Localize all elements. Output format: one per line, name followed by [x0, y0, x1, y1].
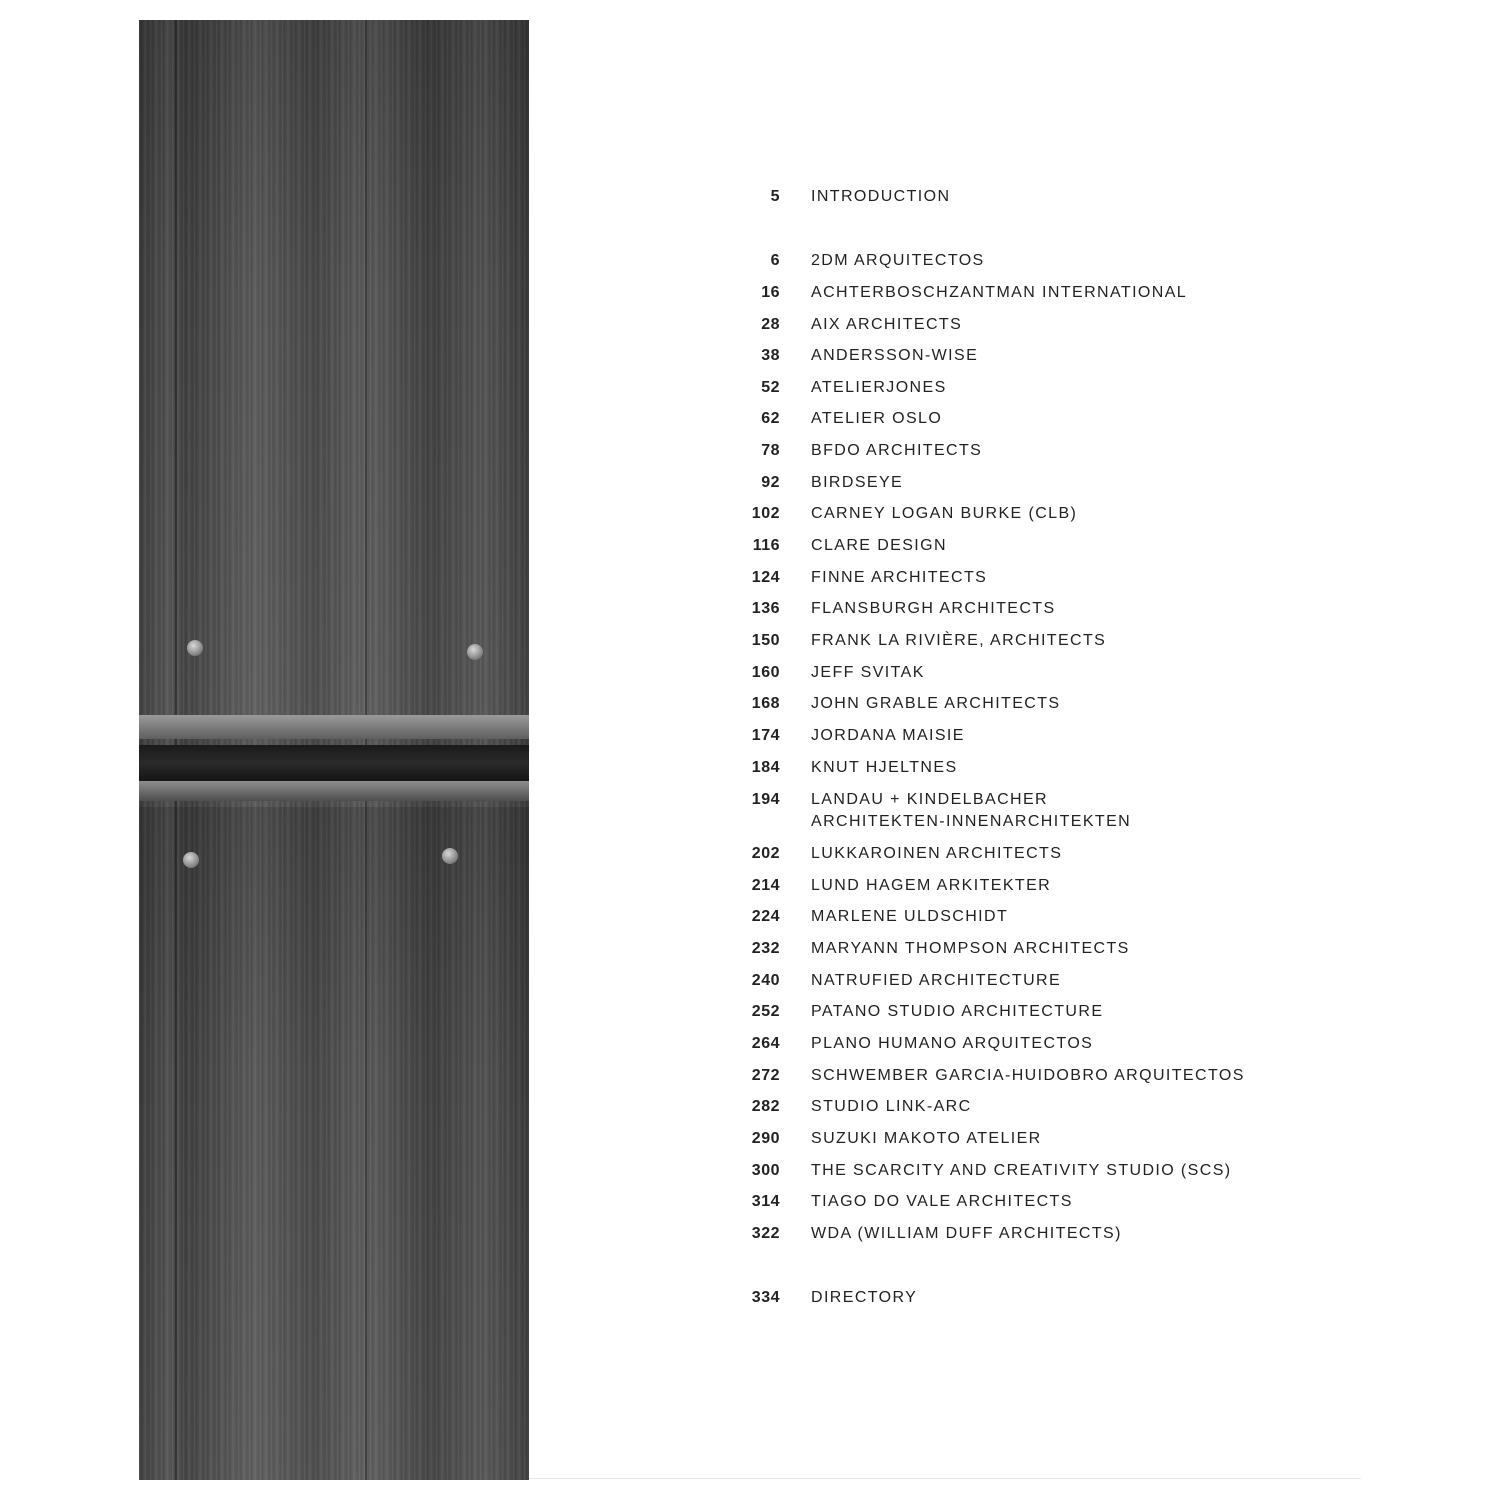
toc-page-number: 214: [751, 877, 780, 894]
toc-entry-title: FINNE ARCHITECTS: [811, 569, 988, 586]
toc-entry: [730, 662, 1290, 684]
toc-entry: [730, 535, 1290, 557]
toc-page-number: 136: [751, 600, 780, 617]
toc-entry-title: DIRECTORY: [811, 1289, 918, 1306]
upper-board-shading: [139, 20, 529, 715]
toc-page-number: 252: [751, 1003, 780, 1020]
toc-page-number: 28: [761, 316, 780, 333]
toc-page-number: 78: [761, 442, 780, 459]
bolt: [187, 640, 203, 656]
metal-rail: [139, 715, 529, 807]
rail-bottom-band: [139, 781, 529, 801]
toc-page-number: 232: [751, 940, 780, 957]
toc-page-number: 62: [761, 410, 780, 427]
toc-entry-title: FRANK LA RIVIÈRE, ARCHITECTS: [811, 632, 1107, 649]
toc-entry-title: 2DM ARQUITECTOS: [811, 252, 985, 269]
lower-board-shading: [139, 807, 529, 1480]
toc-page-number: 38: [761, 347, 780, 364]
toc-page-number: 322: [751, 1225, 780, 1242]
toc-entry-title: STUDIO LINK-ARC: [811, 1098, 972, 1115]
toc-entry-title: INTRODUCTION: [811, 188, 951, 205]
toc-entry: [730, 875, 1290, 897]
toc-entry-title: JOHN GRABLE ARCHITECTS: [811, 695, 1061, 712]
toc-entry: [730, 725, 1290, 747]
toc-entry: [730, 1033, 1290, 1055]
toc-entry-title: CARNEY LOGAN BURKE (CLB): [811, 505, 1078, 522]
bolt: [467, 644, 483, 660]
toc-page-number: 272: [751, 1067, 780, 1084]
toc-page-number: 264: [751, 1035, 780, 1052]
toc-entry: [730, 598, 1290, 620]
toc-entry: [730, 1065, 1290, 1087]
toc-page-number: 92: [761, 474, 780, 491]
toc-page-number: 6: [770, 252, 780, 269]
toc-entry-title: ACHTERBOSCHZANTMAN INTERNATIONAL: [811, 284, 1188, 301]
toc-page-number: 224: [751, 908, 780, 925]
toc-entry-title: JORDANA MAISIE: [811, 727, 965, 744]
toc-entry: [730, 938, 1290, 960]
toc-page-number: 150: [751, 632, 780, 649]
rail-dark-band: [139, 745, 529, 781]
toc-entry: [730, 314, 1290, 336]
toc-entry-title: THE SCARCITY AND CREATIVITY STUDIO (SCS): [811, 1162, 1232, 1179]
toc-entry: [730, 789, 1290, 833]
toc-entry-title: LUKKAROINEN ARCHITECTS: [811, 845, 1063, 862]
toc-page-number: 314: [751, 1193, 780, 1210]
toc-entry: [730, 345, 1290, 367]
toc-page-number: 5: [770, 188, 780, 205]
toc-entry: [730, 472, 1290, 494]
toc-entry: [730, 1096, 1290, 1118]
toc-entry-title: MARLENE ULDSCHIDT: [811, 908, 1009, 925]
toc-page-number: 116: [752, 537, 780, 554]
toc-page-number: 202: [751, 845, 780, 862]
toc-entry-title: BFDO ARCHITECTS: [811, 442, 983, 459]
toc-entry: [730, 377, 1290, 399]
bolt: [183, 852, 199, 868]
toc-entry-title: LUND HAGEM ARKITEKTER: [811, 877, 1052, 894]
bolt: [442, 848, 458, 864]
toc-entry: [730, 567, 1290, 589]
toc-entry-title: FLANSBURGH ARCHITECTS: [811, 600, 1056, 617]
toc-page-number: 52: [761, 379, 780, 396]
toc-entry-title: CLARE DESIGN: [811, 537, 947, 554]
toc-entry-title: PLANO HUMANO ARQUITECTOS: [811, 1035, 1094, 1052]
toc-page-number: 168: [751, 695, 780, 712]
toc-entry: [730, 970, 1290, 992]
toc-page-number: 124: [751, 569, 780, 586]
toc-page-number: 102: [751, 505, 780, 522]
toc-entry: [730, 1223, 1290, 1245]
toc-entry-title: SCHWEMBER GARCIA-HUIDOBRO ARQUITECTOS: [811, 1067, 1245, 1084]
toc-entry-title: SUZUKI MAKOTO ATELIER: [811, 1130, 1042, 1147]
toc-entry: [730, 906, 1290, 928]
toc-entry: [730, 693, 1290, 715]
rail-top-band: [139, 715, 529, 739]
wood-cladding-photo: [139, 20, 529, 1480]
toc-entry: [730, 408, 1290, 430]
toc-entry-title: ATELIERJONES: [811, 379, 947, 396]
toc-entry: [730, 1001, 1290, 1023]
toc-entry-title: JEFF SVITAK: [811, 664, 925, 681]
toc-entry-title: KNUT HJELTNES: [811, 759, 958, 776]
toc-entry-title: LANDAU + KINDELBACHER ARCHITEKTEN-INNENARCHITEKTEN: [811, 791, 1132, 830]
toc-page-number: 174: [751, 727, 780, 744]
toc-entry-title: AIX ARCHITECTS: [811, 316, 963, 333]
toc-entry-title: TIAGO DO VALE ARCHITECTS: [811, 1193, 1073, 1210]
toc-entry: [730, 1160, 1290, 1182]
toc-entry: [730, 1287, 1290, 1309]
toc-entry: [730, 1128, 1290, 1150]
toc-entry: [730, 503, 1290, 525]
toc-entry-title: WDA (WILLIAM DUFF ARCHITECTS): [811, 1225, 1122, 1242]
toc-page-number: 194: [751, 791, 780, 808]
toc-page-number: 282: [751, 1098, 780, 1115]
toc-page-number: 160: [751, 664, 780, 681]
toc-page-number: 184: [751, 759, 780, 776]
toc-entry: [730, 1191, 1290, 1213]
toc-entry-title: BIRDSEYE: [811, 474, 904, 491]
toc-entry: [730, 250, 1290, 272]
toc-page-number: 334: [751, 1289, 780, 1306]
toc-entry-title: NATRUFIED ARCHITECTURE: [811, 972, 1062, 989]
toc-page-number: 16: [761, 284, 780, 301]
toc-entry: [730, 440, 1290, 462]
toc-page-number: 240: [751, 972, 780, 989]
toc-entry-title: MARYANN THOMPSON ARCHITECTS: [811, 940, 1130, 957]
toc-page-number: 300: [751, 1162, 780, 1179]
toc-entry: [730, 757, 1290, 779]
toc-entry: [730, 282, 1290, 304]
toc-entry: [730, 186, 1290, 208]
toc-entry-title: ATELIER OSLO: [811, 410, 943, 427]
toc-entry-title: PATANO STUDIO ARCHITECTURE: [811, 1003, 1104, 1020]
toc-entry: [730, 630, 1290, 652]
toc-entry: [730, 843, 1290, 865]
toc-page-number: 290: [751, 1130, 780, 1147]
toc-entry-title: ANDERSSON-WISE: [811, 347, 979, 364]
